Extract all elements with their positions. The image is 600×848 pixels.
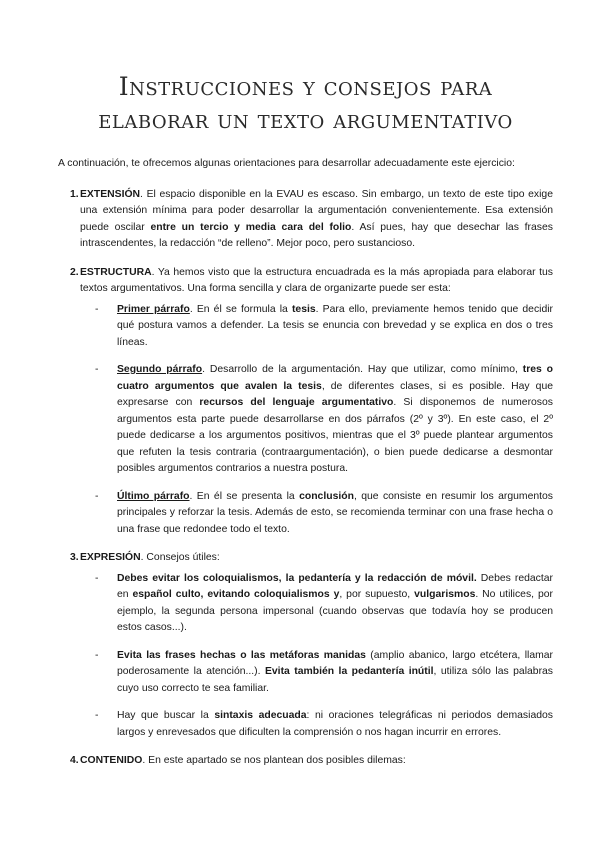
item-text: Debes redactar en [117,572,553,600]
section-heading: EXPRESIÓN [80,552,141,563]
item-bold: español culto, evitando coloquialismos y [132,589,340,600]
section-text: . Así pues, hay que desechar las frases intrascendentes, la redacción “de relleno”. Mejor poco, pero sustancioso. [80,221,553,249]
item-text: , de diferentes clases, si es posible. Hay que expresarse con [117,380,553,408]
title-line-1: Instrucciones y consejos para [118,72,493,101]
section-heading: ESTRUCTURA [80,266,152,278]
list-item [95,489,553,539]
section-heading: CONTENIDO [80,755,143,766]
item-bold: Debes evitar los coloquialismos, la pedantería y la redacción de móvil. [117,572,477,584]
item-bold: sintaxis adecuada [214,710,307,721]
title-line-2: elaborar un texto argumentativo [98,105,513,134]
list-item [95,571,553,637]
item-heading: Último párrafo [117,490,190,502]
section-extension [70,187,553,253]
section-text: . El espacio disponible en la EVAU es escaso. Sin embargo, un texto de este tipo exige una extensión mínima para poder desarrollar la argumentación convenientemente. Esa extensión puede oscilar [80,188,553,233]
item-text: . En él se formula la [189,303,292,315]
item-heading: Primer párrafo [117,303,190,315]
item-text: . En él se presenta la [189,490,300,502]
intro-paragraph: A continuación, te ofrecemos algunas orientaciones para desarrollar adecuadamente este ejercicio: [58,158,515,169]
section-text: . Consejos útiles: [140,552,220,563]
section-expresion [70,550,554,741]
item-text: . Para ello, previamente hemos tenido que decidir qué postura vamos a defender. La tesis se enuncia con brevedad y se explica en dos o tres líneas. [117,303,553,348]
sections-list [58,187,553,770]
item-text: , por supuesto, [339,589,415,600]
item-bold: Evita también la pedantería inútil [264,666,434,677]
list-item [95,648,554,698]
dash-bullet: - [95,490,99,502]
item-bold: vulgarismos [414,589,476,600]
section-text: . Ya hemos visto que la estructura encuadrada es la más apropiada para elaborar tus textos argumentativos. Una forma sencilla y clara de organizarte puede ser esta: [80,266,553,294]
item-text: Hay que buscar la [117,710,215,721]
item-text: (amplio abanico, largo etcétera, llamar poderosamente la atención...). [117,649,553,677]
section-number: 1. [70,188,79,200]
section-number: 3. [70,552,79,563]
item-text: . No utilices, por ejemplo, la segunda persona impersonal (cuando observas que todavía hoy se producen estos casos...). [117,589,553,633]
item-text: . Si disponemos de numerosos argumentos esta parte puede desarrollarse en dos párrafos (2º y 3º). En este caso, el 2º puede dedicarse a los argumentos positivos, mientras que el 3º puede plantear argumentos que refuten la tesis contraria (contraargumentación), o bien puede dedicarse a desmontar posibles argumentos contrarios a nuestra postura. [117,397,553,474]
item-heading: Segundo párrafo [117,364,203,375]
section-heading: EXTENSIÓN [80,188,141,200]
dash-bullet: - [95,303,99,315]
section-text: . En este apartado se nos plantean dos posibles dilemas: [142,755,406,766]
section-estructura [70,265,554,539]
item-text: , utiliza sólo las palabras cuyo uso correcto te sea familiar. [117,666,554,694]
document-title [58,70,553,136]
dash-bullet: - [95,572,99,584]
section-number: 4. [70,755,79,766]
list-item [95,362,554,478]
dash-bullet: - [95,710,99,721]
dash-bullet: - [95,364,99,375]
item-bold: tesis [291,303,316,315]
structure-sublist [80,302,553,539]
expression-sublist [80,571,553,742]
section-number: 2. [70,266,79,278]
list-item [95,708,553,741]
item-text: . Desarrollo de la argumentación. Hay que utilizar, como mínimo, [202,364,523,375]
item-bold: tres o cuatro argumentos que avalen la tesis [117,364,554,392]
dash-bullet: - [95,649,99,661]
section-bold: entre un tercio y media cara del folio [150,221,352,233]
item-bold: conclusión [299,490,354,502]
item-bold: Evita las frases hechas o las metáforas manidas [117,649,366,661]
item-text: : ni oraciones telegráficas ni periodos demasiados largos y enrevesados que dificulten la comprensión o nos hagan incurrir en errores. [117,710,553,738]
list-item [95,302,553,352]
item-text: , que consiste en resumir los argumentos principales y reforzar la tesis. Además de esto, se recomienda terminar con una frase hecha o una frase que redondee todo el texto. [117,490,553,535]
section-contenido [70,753,553,770]
item-bold: recursos del lenguaje argumentativo [199,397,394,408]
